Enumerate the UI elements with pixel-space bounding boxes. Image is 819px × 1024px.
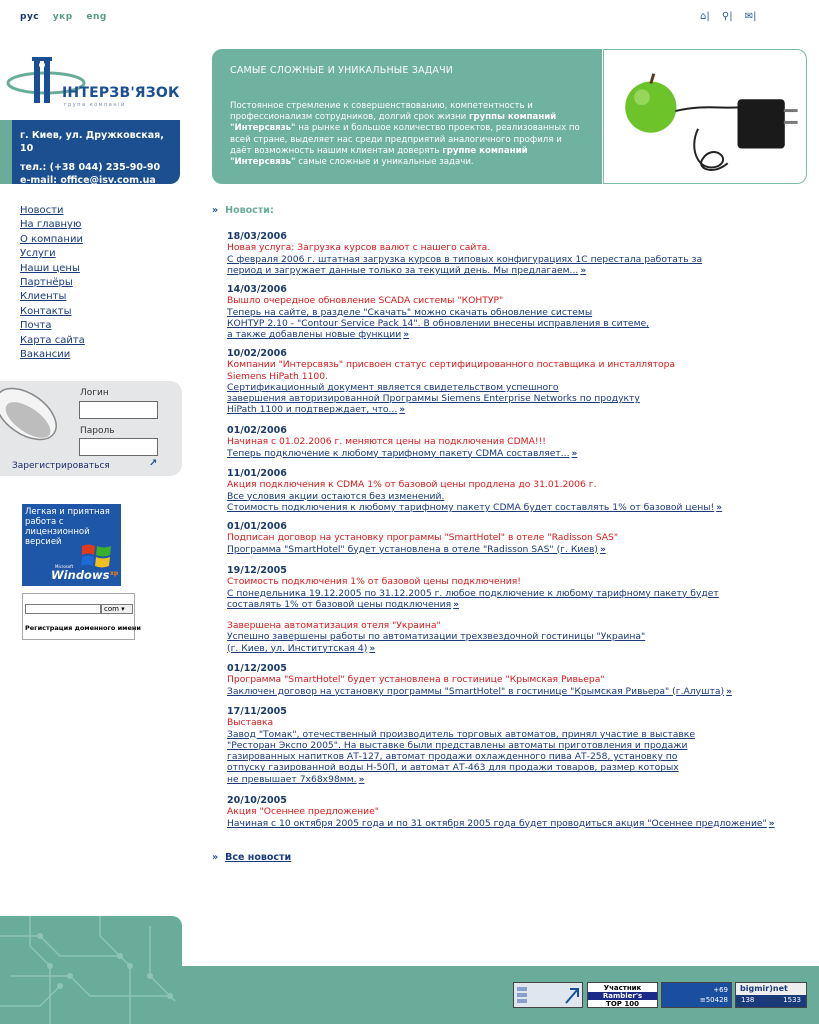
more-arrow-icon[interactable]: »: [571, 448, 578, 459]
password-label: Пароль: [80, 426, 115, 436]
news-body-line[interactable]: [227, 643, 645, 655]
banner-text-2: на рынке и большое количество проектов, реализованных по всей стране, выделяет нас среди предприятий аналогичного профиля и даёт возможность нашим клиентам доверять: [230, 123, 580, 156]
home-icon[interactable]: ⌂|: [700, 11, 710, 22]
logo-subtitle: група компаній: [64, 102, 126, 108]
search-icon[interactable]: ⚲|: [721, 11, 733, 22]
lang-en[interactable]: eng: [86, 12, 107, 22]
bigmir-num-2: 1533: [783, 996, 801, 1004]
news-body-line[interactable]: [227, 774, 695, 786]
news-body-line[interactable]: С февраля 2006 г. штатная загрузка курсов в типовых конфигурациях 1С перестала работать за: [227, 253, 703, 265]
news-date: 01/12/2005: [227, 663, 287, 674]
more-arrow-icon[interactable]: »: [716, 502, 723, 513]
all-news-link[interactable]: Все новости: [225, 852, 292, 863]
more-arrow-icon[interactable]: »: [453, 599, 459, 610]
circuit-pattern-icon: [0, 916, 182, 1024]
password-input[interactable]: [79, 438, 158, 456]
news-body-line[interactable]: Все условия акции остаются без изменений.: [227, 490, 445, 502]
news-body-text: Программа "SmartHotel" будет установлена в отеле "Radisson SAS" (г. Киев): [227, 543, 598, 555]
news-item: [227, 284, 649, 341]
address-box: [12, 120, 180, 184]
banner-text-1b: группы компаний "Интерсвязь": [230, 112, 557, 134]
news-date: 01/02/2006: [227, 425, 287, 436]
news-body-text: не превышает 7х68х98мм.: [227, 773, 357, 785]
news-date: 20/10/2005: [227, 795, 287, 806]
address-email[interactable]: e-mail: office@isv.com.ua: [20, 175, 156, 186]
register-arrow-icon[interactable]: ↗: [149, 458, 158, 469]
news-date: 14/03/2006: [227, 284, 287, 295]
bigmir-num-1: 138: [741, 996, 755, 1004]
banner-text: [230, 101, 584, 168]
news-date: 17/11/2005: [227, 706, 287, 717]
news-title[interactable]: Начиная с 01.02.2006 г. меняются цены на подключения CDMA!!!: [227, 436, 546, 448]
domain-box: [22, 593, 135, 640]
counter-3-top: +69: [713, 986, 728, 994]
bigmir-logo: bigmir)net: [736, 983, 806, 995]
news-title[interactable]: Программа "SmartHotel" будет установлена в гостинице "Крымская Ривьера": [227, 674, 605, 686]
rambler-line-3: TOP 100: [606, 1000, 639, 1008]
more-arrow-icon[interactable]: »: [768, 818, 775, 829]
news-item: [227, 231, 702, 277]
windows-ad-xp: xp: [110, 570, 119, 577]
footer-circuit: [0, 916, 182, 1024]
counter-bigmir[interactable]: [735, 982, 807, 1008]
news-body-line[interactable]: [227, 448, 577, 460]
news-body-line[interactable]: отпуску газированной воды Н-50П, и автомат АТ-463 для продажи товаров, размер которых: [227, 762, 679, 774]
news-item: [227, 706, 695, 786]
news-body-line[interactable]: Сертификационный документ является свидетельством успешного: [227, 381, 559, 393]
news-body-line[interactable]: [227, 686, 732, 698]
banner: [212, 49, 602, 184]
news-body-line[interactable]: завершения авторизированной Программы Siemens Enterprise Networks по продукту: [227, 393, 640, 405]
news-body-text: HiPath 1100 и подтверждает, что...: [227, 404, 398, 416]
news-body-line[interactable]: газированных напитков АТ-127, автомат продажи охлажденного пива АТ-258, установку по: [227, 751, 678, 763]
news-title-cont[interactable]: Siemens HiPath 1100.: [227, 370, 329, 382]
news-body-line[interactable]: [227, 502, 722, 514]
counter-arrow-icon: [514, 983, 582, 1007]
login-input[interactable]: [79, 401, 158, 419]
news-body-line[interactable]: [227, 544, 618, 556]
rambler-line-2: Rambler's: [588, 992, 657, 1000]
news-title[interactable]: Завершена автоматизация отеля "Украина": [227, 620, 441, 631]
domain-input[interactable]: [25, 604, 101, 614]
all-news: [212, 852, 291, 863]
menu-item-home[interactable]: На главную: [20, 219, 82, 231]
menu-item-about[interactable]: О компании: [20, 233, 83, 245]
address-phone: тел.: (+38 044) 235-90-90: [20, 162, 161, 173]
news-body-line[interactable]: Завод "Томак", отечественный производитель торговых автоматов, принял участие в выставке: [227, 728, 696, 740]
news-title[interactable]: Акция подключения к CDMA 1% от базовой цены продлена до 31.01.2006 г.: [227, 479, 597, 491]
windows-flag-icon: [80, 542, 114, 570]
news-item: [227, 348, 675, 417]
menu-item-contacts[interactable]: Контакты: [20, 305, 72, 317]
news-item: [227, 795, 775, 830]
news-body-line[interactable]: Успешно завершены работы по автоматизации трехзвездочной гостиницы "Украина": [227, 631, 646, 643]
more-arrow-icon[interactable]: »: [358, 774, 365, 785]
more-arrow-icon[interactable]: »: [580, 265, 587, 276]
more-arrow-icon[interactable]: »: [403, 330, 410, 341]
more-arrow-icon[interactable]: »: [399, 405, 406, 416]
domain-zone-select[interactable]: com ▾: [101, 604, 133, 614]
mail-icon[interactable]: ✉|: [744, 11, 757, 22]
news-item: [227, 663, 732, 698]
news-title[interactable]: Подписан договор на установку программы "SmartHotel" в отеле "Radisson SAS": [227, 532, 619, 544]
lang-ru[interactable]: рус: [20, 12, 40, 22]
banner-text-2b: группе компаний "Интерсвязь": [230, 145, 528, 168]
banner-text-1: Постоянное стремление к совершенствованию, компетентность и профессионализм сотрудников, долгий срок жизни: [230, 101, 533, 123]
chevron-right-icon: »: [212, 205, 219, 216]
more-arrow-icon[interactable]: »: [599, 544, 606, 555]
news-date: 18/03/2006: [227, 231, 287, 242]
news-body-line[interactable]: [227, 265, 702, 277]
menu-item-sitemap[interactable]: Карта сайта: [20, 334, 85, 346]
menu-item-prices[interactable]: Наши цены: [20, 262, 80, 274]
news-body-text: Начиная с 10 октября 2005 года и по 31 октября 2005 года будет проводиться акция "Осеннее предложение": [227, 817, 767, 829]
news-body-line[interactable]: Теперь на сайте, в разделе "Скачать" можно скачать обновление системы: [227, 306, 593, 318]
menu-item-partners[interactable]: Партнёры: [20, 277, 73, 289]
news-body-text: Стоимость подключения к любому тарифному пакету CDMA будет составлять 1% от базовой цены!: [227, 501, 715, 513]
counter-rambler[interactable]: [587, 982, 658, 1008]
banner-text-3: самые сложные и уникальные задачи.: [295, 157, 474, 168]
language-switch: [20, 12, 117, 22]
news-item: [227, 425, 577, 460]
news-body-line[interactable]: [227, 329, 649, 341]
news-item: [227, 468, 722, 514]
more-arrow-icon[interactable]: »: [369, 643, 376, 654]
domain-zone-value: com: [104, 605, 119, 613]
windows-ad-ms: Microsoft: [55, 564, 74, 569]
news-body-line[interactable]: [227, 599, 719, 611]
counter-3-bottom: ≡50428: [699, 996, 728, 1004]
menu-item-news[interactable]: Новости: [20, 205, 64, 216]
news-body-text: а также добавлены новые функции: [227, 329, 402, 341]
menu-item-services[interactable]: Услуги: [20, 248, 56, 260]
address-line: г. Киев, ул. Дружковская, 10: [20, 130, 164, 154]
news-body-line[interactable]: "Ресторан Экспо 2005". На выставке были представлены автоматы приготовления и продажи: [227, 739, 688, 751]
news-title[interactable]: Акция "Осеннее предложение": [227, 806, 380, 818]
news-body-text: Заключен договор на установку программы "SmartHotel" в гостинице "Крымская Ривьера" (г.Алушта): [227, 685, 725, 697]
login-label: Логин: [80, 388, 109, 398]
news-body-text: период и загружает данные только за текущий день. Мы предлагаем...: [227, 264, 579, 276]
address-strip: [0, 120, 12, 184]
news-header-text: Новости:: [225, 205, 274, 216]
windows-ad-brand: Windows: [51, 568, 110, 582]
banner-title: САМЫЕ СЛОЖНЫЕ И УНИКАЛЬНЫЕ ЗАДАЧИ: [230, 65, 454, 76]
more-arrow-icon[interactable]: »: [726, 686, 732, 697]
news-item: [227, 521, 618, 556]
news-item: [227, 620, 645, 655]
mouse-icon: [0, 384, 62, 442]
news-body-line[interactable]: [227, 404, 675, 416]
chevron-right-icon: »: [212, 852, 219, 863]
news-body-text: (г. Киев, ул. Институтская 4): [227, 642, 368, 654]
news-header: [212, 205, 274, 216]
menu-item-clients[interactable]: Клиенты: [20, 291, 67, 303]
news-title[interactable]: Выставка: [227, 717, 274, 729]
counter-1[interactable]: [513, 982, 583, 1008]
menu-item-mail[interactable]: Почта: [20, 320, 52, 332]
counter-3[interactable]: [661, 982, 732, 1008]
news-title[interactable]: Новая услуга: Загрузка курсов валют с нашего сайта.: [227, 242, 491, 254]
left-menu: [20, 204, 85, 362]
news-date: 11/01/2006: [227, 468, 287, 479]
top-icons: [700, 11, 766, 22]
news-date: 10/02/2006: [227, 348, 287, 359]
register-link[interactable]: Зарегистрироваться: [12, 461, 110, 471]
windows-ad-text: Легкая и приятная работа с лицензионной версией: [25, 507, 110, 547]
news-title[interactable]: Вышло очередное обновление SCADA системы "КОНТУР": [227, 295, 504, 307]
news-title[interactable]: Компании "Интерсвязь" присвоен статус сертифицированного поставщика и инсталлятора: [227, 359, 676, 371]
news-item: [227, 565, 719, 611]
news-body-line[interactable]: [227, 818, 775, 830]
news-body-line[interactable]: КОНТУР 2.10 - "Contour Service Pack 14". В обновлении внесены исправления в ситеме,: [227, 317, 650, 329]
news-body-text: Теперь подключение к любому тарифному пакету CDMA составляет...: [227, 447, 570, 459]
lang-uk[interactable]: укр: [52, 12, 73, 22]
rambler-line-1: Участник: [603, 984, 642, 992]
domain-label: Регистрация доменного имени: [25, 624, 141, 632]
logo-name: ІНТЕРЗВ'ЯЗОК: [62, 85, 180, 101]
news-title[interactable]: Стоимость подключения 1% от базовой цены подключения!: [227, 576, 521, 588]
news-date: 01/01/2006: [227, 521, 287, 532]
news-date: 19/12/2005: [227, 565, 287, 576]
news-body-text: составлять 1% от базовой цены подключения: [227, 598, 452, 610]
menu-item-vacancies[interactable]: Вакансии: [20, 349, 71, 361]
news-body-line[interactable]: С понедельника 19.12.2005 по 31.12.2005 г. любое подключение к любому тарифному пакету будет: [227, 587, 719, 599]
apple-charger-image: [603, 49, 807, 184]
